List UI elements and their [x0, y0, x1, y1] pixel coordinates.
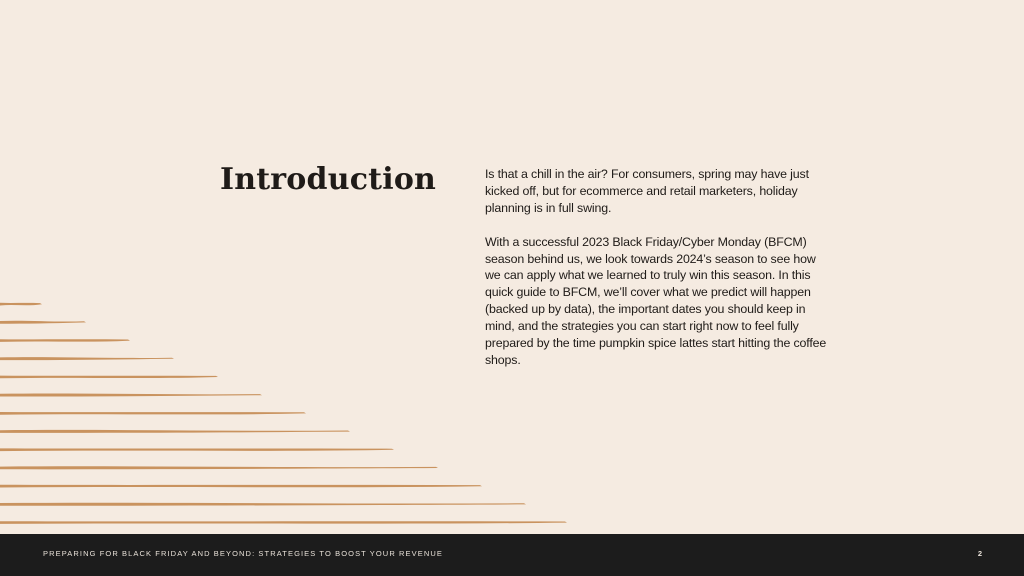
page-number: 2: [977, 549, 982, 558]
brush-stripe: [0, 303, 42, 306]
brush-stripe: [0, 448, 394, 451]
brush-stripe: [0, 521, 567, 524]
intro-paragraph-2: With a successful 2023 Black Friday/Cyber Monday (BFCM) season behind us, we look towards 2024’s season to see how we can apply what we learned to truly win this season. In this quick guide to BFCM, we’ll cover what we predict will happen (backed up by data), the important dates you should keep in mind, and the strategies you can start right now to feel fully prepared by the time pumpkin spice lattes start hitting the coffee shops.: [485, 234, 827, 367]
brush-stripe: [0, 412, 306, 415]
footer-bar: [0, 534, 1024, 576]
footer-document-title: PREPARING FOR BLACK FRIDAY AND BEYOND: STRATEGIES TO BOOST YOUR REVENUE: [43, 549, 443, 558]
intro-paragraph-1: Is that a chill in the air? For consumers, spring may have just kicked off, but for ecommerce and retail marketers, holiday planning is in full swing.: [485, 167, 809, 215]
brush-stripe: [0, 430, 350, 433]
intro-text-block: [485, 166, 830, 386]
brush-stripe: [0, 503, 526, 506]
brush-stripe: [0, 394, 262, 397]
slide-title: Introduction: [220, 162, 437, 197]
brush-stripe: [0, 357, 174, 360]
brush-stripe: [0, 339, 130, 342]
brush-stripe: [0, 321, 86, 324]
brush-stripe: [0, 466, 438, 469]
brush-stripe: [0, 376, 218, 379]
stripe-group: [0, 303, 567, 524]
brush-stripe: [0, 485, 482, 488]
